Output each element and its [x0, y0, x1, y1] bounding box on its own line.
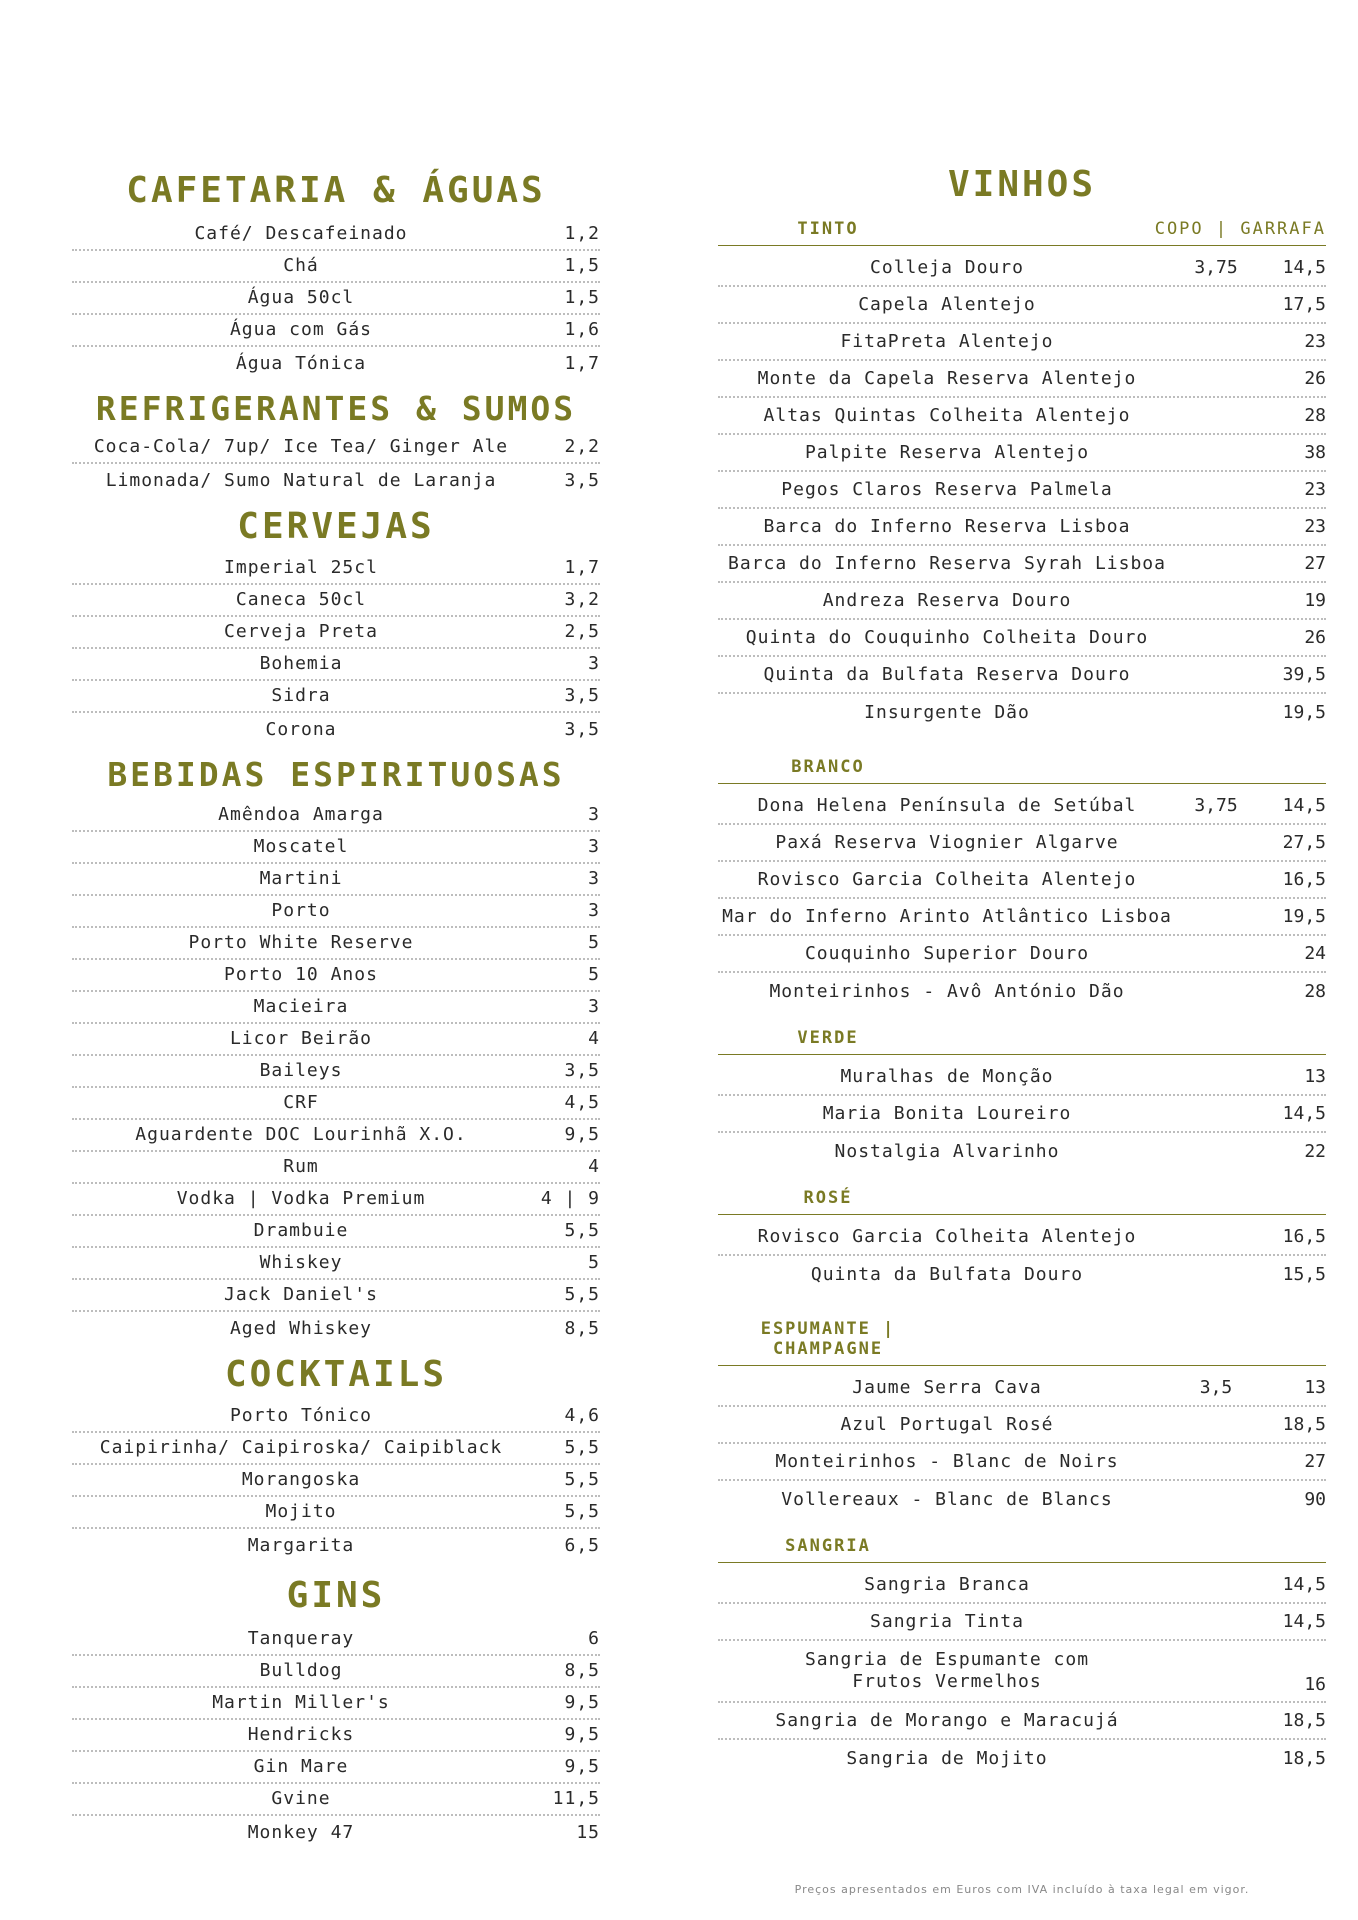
item-price: 5 — [588, 1252, 600, 1273]
wine-item — [718, 509, 1326, 546]
wine-item — [718, 620, 1326, 657]
item-name: Monkey 47 — [247, 1822, 355, 1843]
wine-item — [718, 250, 1326, 287]
tinto-label: TINTO — [797, 219, 859, 239]
item-name: Chá — [283, 255, 319, 276]
item-name: Amêndoa Amarga — [218, 804, 384, 825]
espumante-label: ESPUMANTE | CHAMPAGNE — [760, 1319, 896, 1359]
item-price: 1,5 — [564, 255, 600, 276]
gins-list — [72, 1624, 600, 1848]
item-price: 1,6 — [564, 319, 600, 340]
wine-item — [718, 1370, 1326, 1407]
wine-price-garrafa: 16,5 — [1282, 869, 1326, 890]
wine-price-garrafa: 39,5 — [1282, 664, 1326, 685]
refrigerantes-title: REFRIGERANTES & SUMOS — [95, 389, 577, 428]
wine-item — [718, 694, 1326, 731]
espumante-list — [718, 1370, 1326, 1518]
wine-price-copo: 3,5 — [1199, 1377, 1233, 1398]
wine-item — [718, 435, 1326, 472]
item-name: Cerveja Preta — [224, 621, 378, 642]
left-column — [72, 170, 600, 1848]
wine-price-garrafa: 14,5 — [1282, 1574, 1326, 1595]
menu-item — [72, 1497, 600, 1529]
tinto-list — [718, 250, 1326, 731]
item-name: Água com Gás — [229, 319, 373, 340]
menu-item — [72, 800, 600, 832]
wine-item — [718, 1096, 1326, 1133]
item-name: Margarita — [247, 1535, 355, 1556]
wine-name: Dona Helena Península de Setúbal — [757, 795, 1137, 816]
wine-name: Monteirinhos - Blanc de Noirs — [775, 1451, 1119, 1472]
item-name: Baileys — [259, 1060, 343, 1081]
menu-item — [72, 617, 600, 649]
item-name: Bohemia — [259, 653, 343, 674]
item-name: Bulldog — [259, 1660, 343, 1681]
item-name: Morangoska — [241, 1469, 361, 1490]
item-name: Imperial 25cl — [224, 557, 378, 578]
menu-item — [72, 1624, 600, 1656]
menu-item — [72, 1720, 600, 1752]
wine-price-garrafa: 16,5 — [1282, 1226, 1326, 1247]
cervejas-title: CERVEJAS — [237, 506, 435, 547]
item-name: Vodka | Vodka Premium — [176, 1188, 426, 1209]
item-price: 3,2 — [564, 589, 600, 610]
wine-name: Pegos Claros Reserva Palmela — [781, 479, 1113, 500]
menu-item — [72, 347, 600, 379]
cafetaria-list — [72, 219, 600, 379]
wine-name: Palpite Reserva Alentejo — [804, 442, 1090, 463]
wine-item — [718, 1256, 1326, 1293]
wine-item — [718, 657, 1326, 694]
verde-list — [718, 1059, 1326, 1170]
item-price: 9,5 — [564, 1124, 600, 1145]
menu-item — [72, 432, 600, 464]
wine-item — [718, 546, 1326, 583]
item-name: Porto — [271, 900, 331, 921]
item-name: Água Tónica — [235, 353, 367, 374]
menu-item — [72, 1688, 600, 1720]
item-name: Aged Whiskey — [229, 1318, 373, 1339]
cocktails-list — [72, 1401, 600, 1561]
menu-item — [72, 1401, 600, 1433]
menu-item — [72, 1248, 600, 1280]
item-name: Corona — [265, 719, 337, 740]
wine-name: Quinta da Bulfata Reserva Douro — [763, 664, 1131, 685]
gins-title: GINS — [286, 1575, 386, 1616]
cafetaria-title: CAFETARIA & ÁGUAS — [126, 170, 546, 211]
item-price: 4,6 — [564, 1405, 600, 1426]
tax-footnote: Preços apresentados em Euros com IVA incluído à taxa legal em vigor. — [794, 1883, 1250, 1896]
item-price: 1,7 — [564, 353, 600, 374]
rose-heading — [718, 1188, 1326, 1215]
item-price: 9,5 — [564, 1692, 600, 1713]
menu-item — [72, 992, 600, 1024]
item-price: 6 — [588, 1628, 600, 1649]
menu-item — [72, 1120, 600, 1152]
item-price: 3,5 — [564, 719, 600, 740]
wine-name: Altas Quintas Colheita Alentejo — [763, 405, 1131, 426]
item-name: Tanqueray — [247, 1628, 355, 1649]
cervejas-list — [72, 553, 600, 745]
menu-item — [72, 1752, 600, 1784]
wine-price-copo: 3,75 — [1194, 257, 1238, 278]
item-price: 1,7 — [564, 557, 600, 578]
item-price: 2,2 — [564, 436, 600, 457]
wine-item — [718, 1444, 1326, 1481]
wine-item — [718, 973, 1326, 1010]
wine-name: Couquinho Superior Douro — [804, 943, 1090, 964]
item-name: Sidra — [271, 685, 331, 706]
menu-item — [72, 1152, 600, 1184]
wine-price-garrafa: 14,5 — [1282, 257, 1326, 278]
item-name: Rum — [283, 1156, 319, 1177]
item-price: 8,5 — [564, 1318, 600, 1339]
cocktails-title: COCKTAILS — [224, 1354, 448, 1395]
wine-price-garrafa: 14,5 — [1282, 1103, 1326, 1124]
menu-item — [72, 1312, 600, 1344]
menu-item — [72, 864, 600, 896]
item-name: Moscatel — [253, 836, 349, 857]
wine-item — [718, 1219, 1326, 1256]
item-price: 5,5 — [564, 1220, 600, 1241]
wine-name: Sangria Tinta — [870, 1611, 1024, 1632]
item-price: 5,5 — [564, 1469, 600, 1490]
wine-item — [718, 1481, 1326, 1518]
item-price: 6,5 — [564, 1535, 600, 1556]
wine-price-garrafa: 17,5 — [1282, 294, 1326, 315]
item-name: CRF — [283, 1092, 319, 1113]
wine-item — [718, 1703, 1326, 1740]
wine-price-garrafa: 19,5 — [1282, 906, 1326, 927]
item-name: Coca-Cola/ 7up/ Ice Tea/ Ginger Ale — [93, 436, 509, 457]
item-name: Porto Tónico — [229, 1405, 373, 1426]
menu-item — [72, 713, 600, 745]
wine-name: Rovisco Garcia Colheita Alentejo — [757, 1226, 1137, 1247]
item-price: 3 — [588, 653, 600, 674]
menu-item — [72, 1784, 600, 1816]
menu-item — [72, 896, 600, 928]
item-name: Mojito — [265, 1501, 337, 1522]
wine-price-garrafa: 18,5 — [1282, 1414, 1326, 1435]
wine-item — [718, 1567, 1326, 1604]
menu-item — [72, 464, 600, 496]
wine-price-garrafa: 13 — [1304, 1377, 1326, 1398]
item-name: Gin Mare — [253, 1756, 349, 1777]
wine-price-garrafa: 23 — [1304, 516, 1326, 537]
menu-item — [72, 1280, 600, 1312]
item-price: 4,5 — [564, 1092, 600, 1113]
wine-item — [718, 899, 1326, 936]
refrigerantes-list — [72, 432, 600, 496]
verde-label: VERDE — [797, 1028, 859, 1048]
menu-item — [72, 251, 600, 283]
item-name: Martin Miller's — [212, 1692, 390, 1713]
item-price: 9,5 — [564, 1724, 600, 1745]
menu-item — [72, 649, 600, 681]
menu-item — [72, 832, 600, 864]
menu-item — [72, 1433, 600, 1465]
item-price: 8,5 — [564, 1660, 600, 1681]
branco-list — [718, 788, 1326, 1010]
item-price: 5 — [588, 964, 600, 985]
menu-item — [72, 219, 600, 251]
menu-item — [72, 960, 600, 992]
wine-price-garrafa: 18,5 — [1282, 1710, 1326, 1731]
menu-item — [72, 1056, 600, 1088]
item-price: 9,5 — [564, 1756, 600, 1777]
item-price: 4 — [588, 1028, 600, 1049]
wine-price-garrafa: 26 — [1304, 368, 1326, 389]
item-name: Licor Beirão — [229, 1028, 373, 1049]
wine-name: Quinta do Couquinho Colheita Douro — [745, 627, 1149, 648]
item-price: 4 — [588, 1156, 600, 1177]
branco-label: BRANCO — [791, 757, 865, 777]
copo-garrafa-label: COPO | GARRAFA — [1154, 219, 1326, 239]
wine-name: Nostalgia Alvarinho — [834, 1141, 1060, 1162]
wine-name: Sangria de Morango e Maracujá — [775, 1710, 1119, 1731]
rose-label: ROSÉ — [803, 1188, 853, 1208]
wine-price-garrafa: 22 — [1304, 1141, 1326, 1162]
vinhos-title: VINHOS — [947, 164, 1097, 205]
wine-name: Vollereaux - Blanc de Blancs — [781, 1489, 1113, 1510]
wine-price-garrafa: 26 — [1304, 627, 1326, 648]
verde-heading — [718, 1028, 1326, 1055]
menu-item — [72, 585, 600, 617]
item-price: 2,5 — [564, 621, 600, 642]
menu-item — [72, 1465, 600, 1497]
menu-item — [72, 1088, 600, 1120]
wine-price-garrafa: 28 — [1304, 981, 1326, 1002]
wine-price-garrafa: 18,5 — [1282, 1748, 1326, 1769]
item-name: Porto White Reserve — [188, 932, 414, 953]
item-price: 5 — [588, 932, 600, 953]
wine-item — [718, 472, 1326, 509]
item-name: Jack Daniel's — [224, 1284, 378, 1305]
wine-name: Paxá Reserva Viognier Algarve — [775, 832, 1119, 853]
espirituosas-list — [72, 800, 600, 1344]
menu-item — [72, 1184, 600, 1216]
item-name: Whiskey — [259, 1252, 343, 1273]
wine-item — [718, 936, 1326, 973]
wine-name: Muralhas de Monção — [840, 1066, 1054, 1087]
item-name: Hendricks — [247, 1724, 355, 1745]
item-name: Porto 10 Anos — [224, 964, 378, 985]
item-name: Aguardente DOC Lourinhã X.O. — [135, 1124, 467, 1145]
item-price: 5,5 — [564, 1284, 600, 1305]
item-name: Martini — [259, 868, 343, 889]
wine-price-garrafa: 14,5 — [1282, 795, 1326, 816]
wine-price-garrafa: 24 — [1304, 943, 1326, 964]
item-price: 3,5 — [564, 685, 600, 706]
item-price: 4 | 9 — [540, 1188, 600, 1209]
item-price: 11,5 — [552, 1788, 600, 1809]
wine-price-garrafa: 13 — [1304, 1066, 1326, 1087]
wine-item — [718, 324, 1326, 361]
menu-item — [72, 283, 600, 315]
item-price: 3 — [588, 836, 600, 857]
wine-name: Azul Portugal Rosé — [840, 1414, 1054, 1435]
wine-name: Sangria de Mojito — [846, 1748, 1048, 1769]
sangria-heading — [718, 1536, 1326, 1563]
item-name: Caipirinha/ Caipiroska/ Caipiblack — [99, 1437, 503, 1458]
wine-price-garrafa: 16 — [1304, 1674, 1326, 1695]
wine-price-garrafa: 23 — [1304, 331, 1326, 352]
wine-name: Colleja Douro — [870, 257, 1024, 278]
wine-name: Insurgente Dão — [864, 702, 1030, 723]
item-price: 3,5 — [564, 1060, 600, 1081]
item-price: 3 — [588, 996, 600, 1017]
wine-name: Capela Alentejo — [858, 294, 1036, 315]
wine-item — [718, 1641, 1326, 1703]
item-price: 3 — [588, 868, 600, 889]
wine-item — [718, 1059, 1326, 1096]
item-price: 1,2 — [564, 223, 600, 244]
wine-name: Barca do Inferno Reserva Lisboa — [763, 516, 1131, 537]
menu-item — [72, 1656, 600, 1688]
wine-name: Quinta da Bulfata Douro — [810, 1264, 1084, 1285]
item-price: 3 — [588, 804, 600, 825]
wine-price-garrafa: 19,5 — [1282, 702, 1326, 723]
espirituosas-title: BEBIDAS ESPIRITUOSAS — [107, 755, 565, 794]
menu-item — [72, 681, 600, 713]
wine-name: Monteirinhos - Avô António Dão — [769, 981, 1125, 1002]
wine-name: Sangria Branca — [864, 1574, 1030, 1595]
wine-name: Monte da Capela Reserva Alentejo — [757, 368, 1137, 389]
wine-item — [718, 1604, 1326, 1641]
item-price: 3 — [588, 900, 600, 921]
wine-price-garrafa: 19 — [1304, 590, 1326, 611]
menu-item — [72, 553, 600, 585]
menu-item — [72, 1529, 600, 1561]
espumante-heading — [718, 1319, 1326, 1366]
item-price: 15 — [576, 1822, 600, 1843]
wine-name: Mar do Inferno Arinto Atlântico Lisboa — [722, 906, 1172, 927]
menu-item — [72, 1024, 600, 1056]
item-price: 1,5 — [564, 287, 600, 308]
menu-item — [72, 1216, 600, 1248]
menu-item — [72, 1816, 600, 1848]
wine-item — [718, 862, 1326, 899]
tinto-heading — [718, 219, 1326, 246]
wine-name: Maria Bonita Loureiro — [822, 1103, 1072, 1124]
wine-name: FitaPreta Alentejo — [840, 331, 1054, 352]
wine-price-garrafa: 27 — [1304, 1451, 1326, 1472]
wine-price-garrafa: 27,5 — [1282, 832, 1326, 853]
wine-name: Sangria de Espumante com Frutos Vermelhos — [804, 1649, 1090, 1692]
item-price: 3,5 — [564, 470, 600, 491]
wine-item — [718, 361, 1326, 398]
sangria-list — [718, 1567, 1326, 1777]
wine-name: Barca do Inferno Reserva Syrah Lisboa — [728, 553, 1166, 574]
wine-price-garrafa: 15,5 — [1282, 1264, 1326, 1285]
wine-item — [718, 583, 1326, 620]
item-name: Café/ Descafeinado — [194, 223, 408, 244]
wine-name: Rovisco Garcia Colheita Alentejo — [757, 869, 1137, 890]
wine-name: Andreza Reserva Douro — [822, 590, 1072, 611]
menu-item — [72, 928, 600, 960]
item-price: 5,5 — [564, 1437, 600, 1458]
wine-price-garrafa: 23 — [1304, 479, 1326, 500]
item-name: Caneca 50cl — [235, 589, 367, 610]
item-name: Gvine — [271, 1788, 331, 1809]
item-name: Limonada/ Sumo Natural de Laranja — [105, 470, 497, 491]
wine-item — [718, 287, 1326, 324]
wine-price-copo: 3,75 — [1194, 795, 1238, 816]
wine-item — [718, 788, 1326, 825]
wine-item — [718, 398, 1326, 435]
wine-item — [718, 1133, 1326, 1170]
wine-item — [718, 1407, 1326, 1444]
item-name: Macieira — [253, 996, 349, 1017]
item-price: 5,5 — [564, 1501, 600, 1522]
branco-heading — [718, 757, 1326, 784]
wine-item — [718, 1740, 1326, 1777]
right-column — [718, 164, 1326, 1777]
wine-price-garrafa: 38 — [1304, 442, 1326, 463]
wine-price-garrafa: 27 — [1304, 553, 1326, 574]
wine-price-garrafa: 14,5 — [1282, 1611, 1326, 1632]
rose-list — [718, 1219, 1326, 1293]
wine-price-garrafa: 28 — [1304, 405, 1326, 426]
menu-item — [72, 315, 600, 347]
wine-price-garrafa: 90 — [1304, 1489, 1326, 1510]
sangria-label: SANGRIA — [785, 1536, 871, 1556]
wine-name: Jaume Serra Cava — [852, 1377, 1042, 1398]
wine-item — [718, 825, 1326, 862]
item-name: Drambuie — [253, 1220, 349, 1241]
item-name: Água 50cl — [247, 287, 355, 308]
